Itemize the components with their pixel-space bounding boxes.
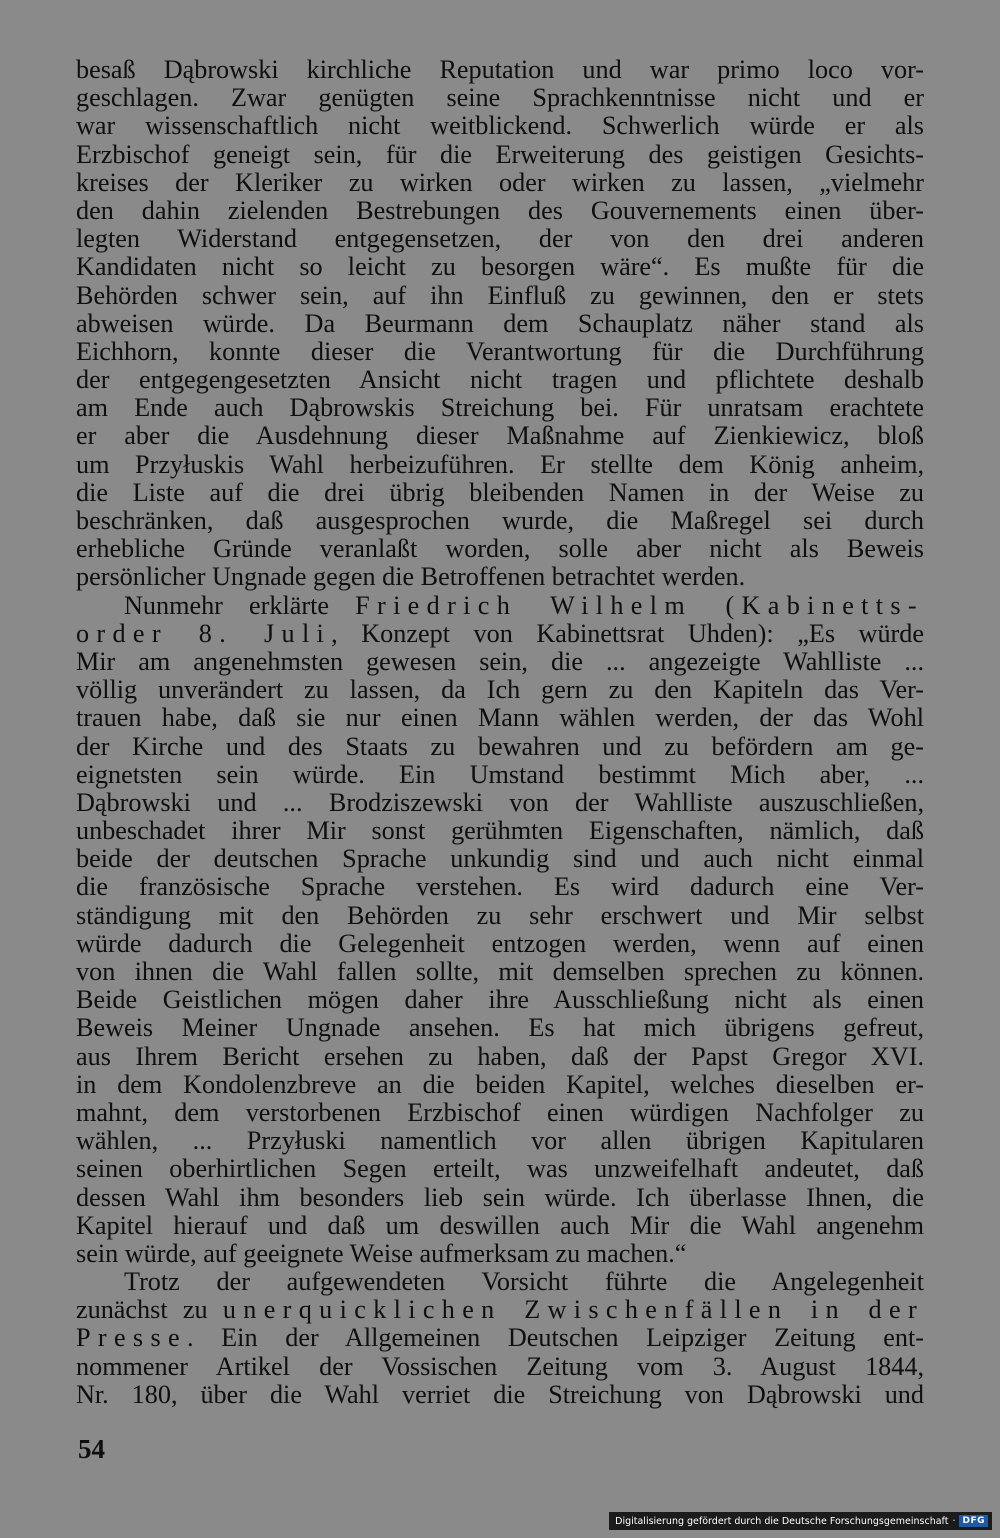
text-line: von ihnen die Wahl fallen sollte, mit demselben sprechen zu können.	[76, 957, 924, 986]
text-line: dessen Wahl ihm besonders lieb sein würde. Ich überlasse Ihnen, die	[76, 1182, 924, 1212]
text-line: Behörden schwer sein, auf ihn Einfluß zu gewinnen, den er stets	[76, 280, 924, 310]
text-line: mahnt, dem verstorbenen Erzbischof einen würdigen Nachfolger zu	[76, 1097, 924, 1127]
paragraph-2	[76, 592, 924, 1269]
text-line: sein würde, auf geeignete Weise aufmerksam zu machen.“	[76, 1238, 687, 1268]
text-run: . Ein der Allgemeinen Deutschen Leipziger Zeitung ent-	[186, 1323, 924, 1353]
text-line: legten Widerstand entgegensetzen, der von den drei anderen	[76, 224, 924, 254]
text-line: geschlagen. Zwar genügten seine Sprachkenntnisse nicht und er	[76, 83, 924, 113]
text-line: den dahin zielenden Bestrebungen des Gouvernements einen über-	[76, 195, 924, 225]
page-body	[76, 56, 924, 1409]
text-line: Kapitel hierauf und daß um deswillen auch Mir die Wahl angenehm	[76, 1210, 924, 1240]
text-line: in dem Kondolenzbreve an die beiden Kapitel, welches dieselben er-	[76, 1069, 924, 1099]
text-line: seinen oberhirtlichen Segen erteilt, was unzweifelhaft andeutet, daß	[76, 1154, 924, 1184]
text-line	[76, 592, 924, 620]
text-line: Dąbrowski und ... Brodziszewski von der Wahlliste auszuschließen,	[76, 787, 924, 817]
text-line: der Kirche und des Staats zu bewahren und zu befördern am ge-	[76, 731, 924, 761]
text-line: die französische Sprache verstehen. Es wird dadurch eine Ver-	[76, 872, 924, 902]
spaced-text: order 8. Juli	[76, 618, 332, 648]
text-run: Nunmehr erklärte	[124, 590, 356, 620]
text-line: am Ende auch Dąbrowskis Streichung bei. Für unratsam erachtete	[76, 393, 924, 423]
text-line: er aber die Ausdehnung dieser Maßnahme auf Zienkiewicz, bloß	[76, 421, 924, 451]
text-line	[76, 1324, 924, 1352]
spaced-text: Presse	[76, 1323, 187, 1353]
text-line: würde dadurch die Gelegenheit entzogen werden, wenn auf einen	[76, 928, 924, 958]
text-line: der entgegengesetzten Ansicht nicht tragen und pflichtete deshalb	[76, 365, 924, 395]
text-line: ständigung mit den Behörden zu sehr erschwert und Mir selbst	[76, 900, 924, 930]
page-number: 54	[78, 1434, 105, 1464]
text-line: Kandidaten nicht so leicht zu besorgen wäre“. Es mußte für die	[76, 252, 924, 282]
text-line: Eichhorn, konnte dieser die Verantwortung für die Durchführung	[76, 336, 924, 366]
text-line: Beide Geistlichen mögen daher ihre Ausschließung nicht als einen	[76, 985, 924, 1015]
text-line: die Liste auf die drei übrig bleibenden Namen in der Weise zu	[76, 477, 924, 507]
text-line: Trotz der aufgewendeten Vorsicht führte die Angelegenheit	[124, 1267, 924, 1297]
footer-text: Digitalisierung gefördert durch die Deutsche Forschungsgemeinschaft	[615, 1515, 949, 1527]
text-line: beide der deutschen Sprache unkundig sind und auch nicht einmal	[76, 844, 924, 874]
text-line: aus Ihrem Bericht ersehen zu haben, daß der Papst Gregor XVI.	[76, 1041, 924, 1071]
text-line: eignetsten sein würde. Ein Umstand bestimmt Mich aber, ...	[76, 759, 924, 789]
text-run: zunächst zu	[76, 1295, 223, 1325]
text-line: erhebliche Gründe veranlaßt worden, solle aber nicht als Beweis	[76, 534, 924, 564]
text-line	[76, 1296, 924, 1324]
spaced-text: unerquicklichen Zwischenfällen in der	[222, 1295, 924, 1325]
text-line: Nr. 180, über die Wahl verriet die Streichung von Dąbrowski und	[76, 1379, 924, 1409]
digitization-footer	[609, 1512, 992, 1530]
text-line: völlig unverändert zu lassen, da Ich gern zu den Kapiteln das Ver-	[76, 675, 924, 705]
text-line: Beweis Meiner Ungnade ansehen. Es hat mich übrigens gefreut,	[76, 1013, 924, 1043]
text-line: nommener Artikel der Vossischen Zeitung vom 3. August 1844,	[76, 1351, 924, 1381]
text-run: , Konzept von Kabinettsrat Uhden): „Es würde	[331, 618, 924, 648]
text-line: wählen, ... Przyłuski namentlich vor allen übrigen Kapitularen	[76, 1126, 924, 1156]
text-line: um Przyłuskis Wahl herbeizuführen. Er stellte dem König anheim,	[76, 449, 924, 479]
text-line: besaß Dąbrowski kirchliche Reputation und war primo loco vor-	[76, 55, 924, 84]
dfg-logo-icon: DFG	[959, 1515, 988, 1527]
text-line: unbeschadet ihrer Mir sonst gerühmten Eigenschaften, nämlich, daß	[76, 816, 924, 846]
text-line: war wissenschaftlich nicht weitblickend. Schwerlich würde er als	[76, 111, 924, 141]
text-line: kreises der Kleriker zu wirken oder wirken zu lassen, „vielmehr	[76, 167, 924, 197]
text-line: trauen habe, daß sie nur einen Mann wählen werden, der das Wohl	[76, 703, 924, 733]
footer-separator: ·	[952, 1515, 956, 1527]
text-line: persönlicher Ungnade gegen die Betroffenen betrachtet werden.	[76, 562, 746, 592]
spaced-text: Friedrich Wilhelm (Kabinetts-	[355, 590, 924, 620]
paragraph-1	[76, 56, 924, 592]
text-line: beschränken, daß ausgesprochen wurde, die Maßregel sei durch	[76, 506, 924, 535]
text-line	[76, 620, 924, 648]
text-line: Erzbischof geneigt sein, für die Erweiterung des geistigen Gesichts-	[76, 139, 924, 169]
paragraph-3	[76, 1268, 924, 1409]
text-line: Mir am angenehmsten gewesen sein, die ... angezeigte Wahlliste ...	[76, 646, 924, 676]
text-line: abweisen würde. Da Beurmann dem Schauplatz näher stand als	[76, 308, 924, 338]
